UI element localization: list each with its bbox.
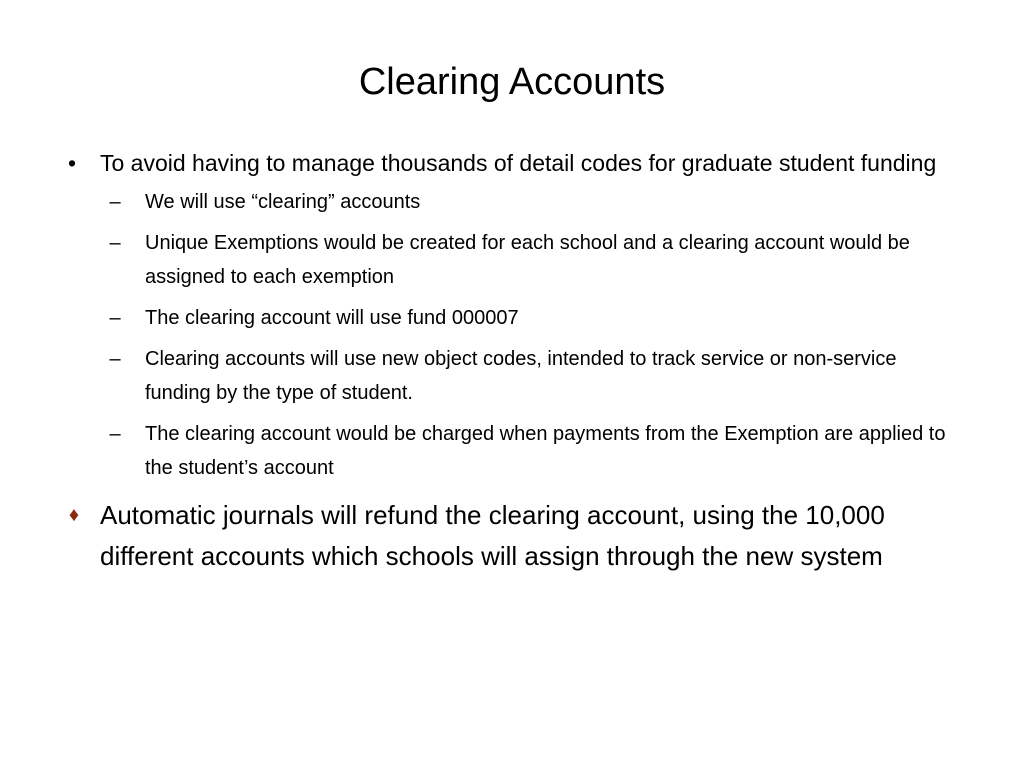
bullet-text: To avoid having to manage thousands of detail codes for graduate student funding <box>100 150 937 176</box>
dash-icon: – <box>109 348 121 370</box>
bullet-item <box>67 145 960 181</box>
sub-bullet-text: We will use “clearing” accounts <box>145 191 421 213</box>
bullet-dot-icon: • <box>67 150 77 176</box>
diamond-icon: ♦ <box>68 504 80 526</box>
dash-icon: – <box>109 191 121 213</box>
dash-icon: – <box>109 423 121 445</box>
sub-bullet-text: Clearing accounts will use new object codes, intended to track service or non-service funding by the type of student. <box>145 348 897 404</box>
bullet-text-large: Automatic journals will refund the clearing account, using the 10,000 different accounts which schools will assign through the new system <box>100 500 885 571</box>
sub-bullet-text: Unique Exemptions would be created for each school and a clearing account would be assigned to each exemption <box>145 232 910 288</box>
sub-bullet-list <box>0 185 1024 485</box>
dash-icon: – <box>109 307 121 329</box>
sub-bullet-item <box>109 226 960 294</box>
slide-content <box>0 145 1024 577</box>
sub-bullet-text: The clearing account would be charged when payments from the Exemption are applied to the student’s account <box>145 423 946 479</box>
sub-bullet-item <box>109 417 960 485</box>
sub-bullet-item <box>109 301 960 335</box>
sub-bullet-text: The clearing account will use fund 000007 <box>145 307 519 329</box>
sub-bullet-item <box>109 185 960 219</box>
slide-title: Clearing Accounts <box>358 61 666 103</box>
bullet-item-large <box>68 495 970 577</box>
sub-bullet-item <box>109 342 960 410</box>
dash-icon: – <box>109 232 121 254</box>
